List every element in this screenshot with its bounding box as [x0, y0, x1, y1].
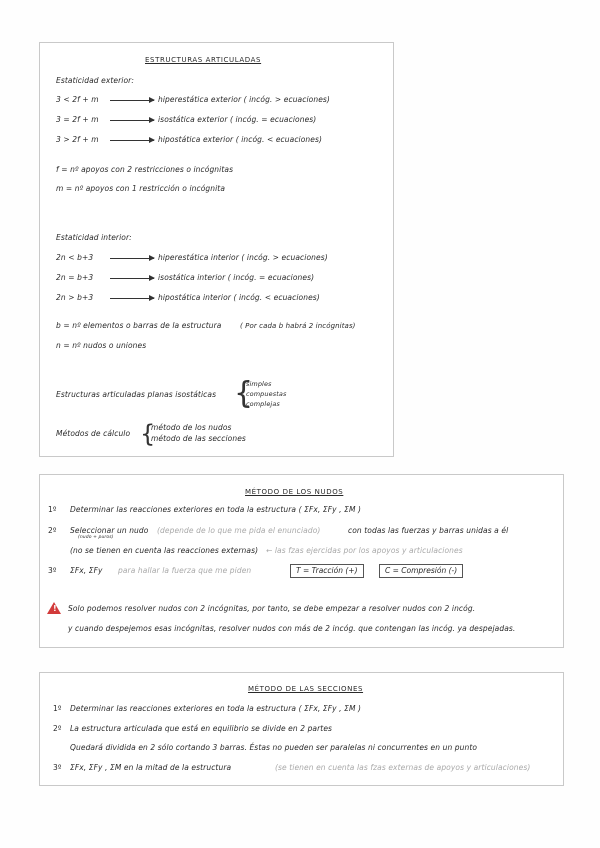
- arrow-icon: [110, 140, 154, 141]
- warning-icon: !: [47, 602, 61, 614]
- card-estructuras-articuladas: [39, 42, 394, 457]
- methods-item: método de los nudos: [151, 423, 232, 432]
- brace-icon: {: [140, 420, 156, 448]
- int-row-1-right: hiperestática interior ( incóg. > ecuaciones): [158, 253, 328, 262]
- step-number: 1º: [53, 704, 62, 713]
- step-3-grey: para hallar la fuerza que me piden: [118, 566, 252, 575]
- int-row-1-left: 2n < b+3: [56, 253, 94, 262]
- step-2-rest: con todas las fuerzas y barras unidas a él: [348, 526, 509, 535]
- warning-line-2: y cuando despejemos esas incógnitas, resolver nudos con más de 2 incóg. que contengan las incóg. ya despejadas.: [68, 624, 516, 633]
- step-number: 3º: [53, 763, 62, 772]
- int-row-3-right: hipostática interior ( incóg. < ecuaciones): [158, 293, 320, 302]
- step-2-grey: (depende de lo que me pida el enunciado): [157, 526, 321, 535]
- planes-item: compuestas: [246, 390, 287, 398]
- step-3-grey: (se tienen en cuenta las fzas externas de apoyos y articulaciones): [275, 763, 531, 772]
- step-number: 1º: [48, 505, 57, 514]
- methods-item: método de las secciones: [151, 434, 246, 443]
- step-3-text: ΣFx, ΣFy: [70, 566, 103, 575]
- ext-row-3-right: hipostática exterior ( incóg. < ecuaciones): [158, 135, 323, 144]
- arrow-icon: [110, 258, 154, 259]
- step-2-text: La estructura articulada que está en equilibrio se divide en 2 partes: [70, 724, 333, 733]
- step-2-small: (nudo + puros): [78, 535, 114, 540]
- def-b-note: ( Por cada b habrá 2 incógnitas): [240, 322, 356, 330]
- def-f: f = nº apoyos con 2 restricciones o incógnitas: [56, 165, 234, 174]
- planes-item: simples: [246, 380, 272, 388]
- step-2-line2-grey: ← las fzas ejercidas por los apoyos y articulaciones: [266, 546, 463, 555]
- def-n: n = nº nudos o uniones: [56, 341, 147, 350]
- card-metodo-secciones: [39, 672, 564, 786]
- step-number: 3º: [48, 566, 57, 575]
- ext-row-2-left: 3 = 2f + m: [56, 115, 99, 124]
- int-row-3-left: 2n > b+3: [56, 293, 94, 302]
- ext-row-3-left: 3 > 2f + m: [56, 135, 99, 144]
- step-1-text: Determinar las reacciones exteriores en toda la estructura ( ΣFx, ΣFy , ΣM ): [70, 704, 362, 713]
- step-1-text: Determinar las reacciones exteriores en toda la estructura ( ΣFx, ΣFy , ΣM ): [70, 505, 362, 514]
- int-row-2-left: 2n = b+3: [56, 273, 94, 282]
- methods-label: Métodos de cálculo: [56, 429, 131, 438]
- card-metodo-nudos: [39, 474, 564, 648]
- section-title: MÉTODO DE LOS NUDOS: [245, 488, 344, 496]
- compresion-box: C = Compresión (-): [379, 564, 463, 578]
- step-3-text: ΣFx, ΣFy , ΣM en la mitad de la estructura: [70, 763, 232, 772]
- ext-row-2-right: isostática exterior ( incóg. = ecuaciones): [158, 115, 317, 124]
- ext-row-1-left: 3 < 2f + m: [56, 95, 99, 104]
- def-b: b = nº elementos o barras de la estructura: [56, 321, 222, 330]
- int-row-2-right: isostática interior ( incóg. = ecuaciones): [158, 273, 315, 282]
- brace-icon: {: [234, 376, 254, 411]
- step-2-text: Seleccionar un nudo: [70, 526, 149, 535]
- warning-line-1: Solo podemos resolver nudos con 2 incógnitas, por tanto, se debe empezar a resolver nudos con 2 incóg.: [68, 604, 476, 613]
- section-title: ESTRUCTURAS ARTICULADAS: [145, 56, 262, 64]
- ext-row-1-right: hiperestática exterior ( incóg. > ecuaciones): [158, 95, 330, 104]
- arrow-icon: [110, 120, 154, 121]
- ext-label: Estaticidad exterior:: [56, 76, 134, 85]
- planes-label: Estructuras articuladas planas isostáticas: [56, 390, 217, 399]
- arrow-icon: [110, 278, 154, 279]
- arrow-icon: [110, 298, 154, 299]
- section-title: MÉTODO DE LAS SECCIONES: [248, 685, 364, 693]
- step-2-line2: Quedará dividida en 2 sólo cortando 3 barras. Éstas no pueden ser paralelas ni concurrentes en un punto: [70, 743, 478, 752]
- traccion-box: T = Tracción (+): [290, 564, 364, 578]
- planes-item: complejas: [246, 400, 280, 408]
- arrow-icon: [110, 100, 154, 101]
- step-2-line2: (no se tienen en cuenta las reacciones externas): [70, 546, 259, 555]
- def-m: m = nº apoyos con 1 restricción o incógnita: [56, 184, 226, 193]
- step-number: 2º: [48, 526, 57, 535]
- int-label: Estaticidad interior:: [56, 233, 132, 242]
- step-number: 2º: [53, 724, 62, 733]
